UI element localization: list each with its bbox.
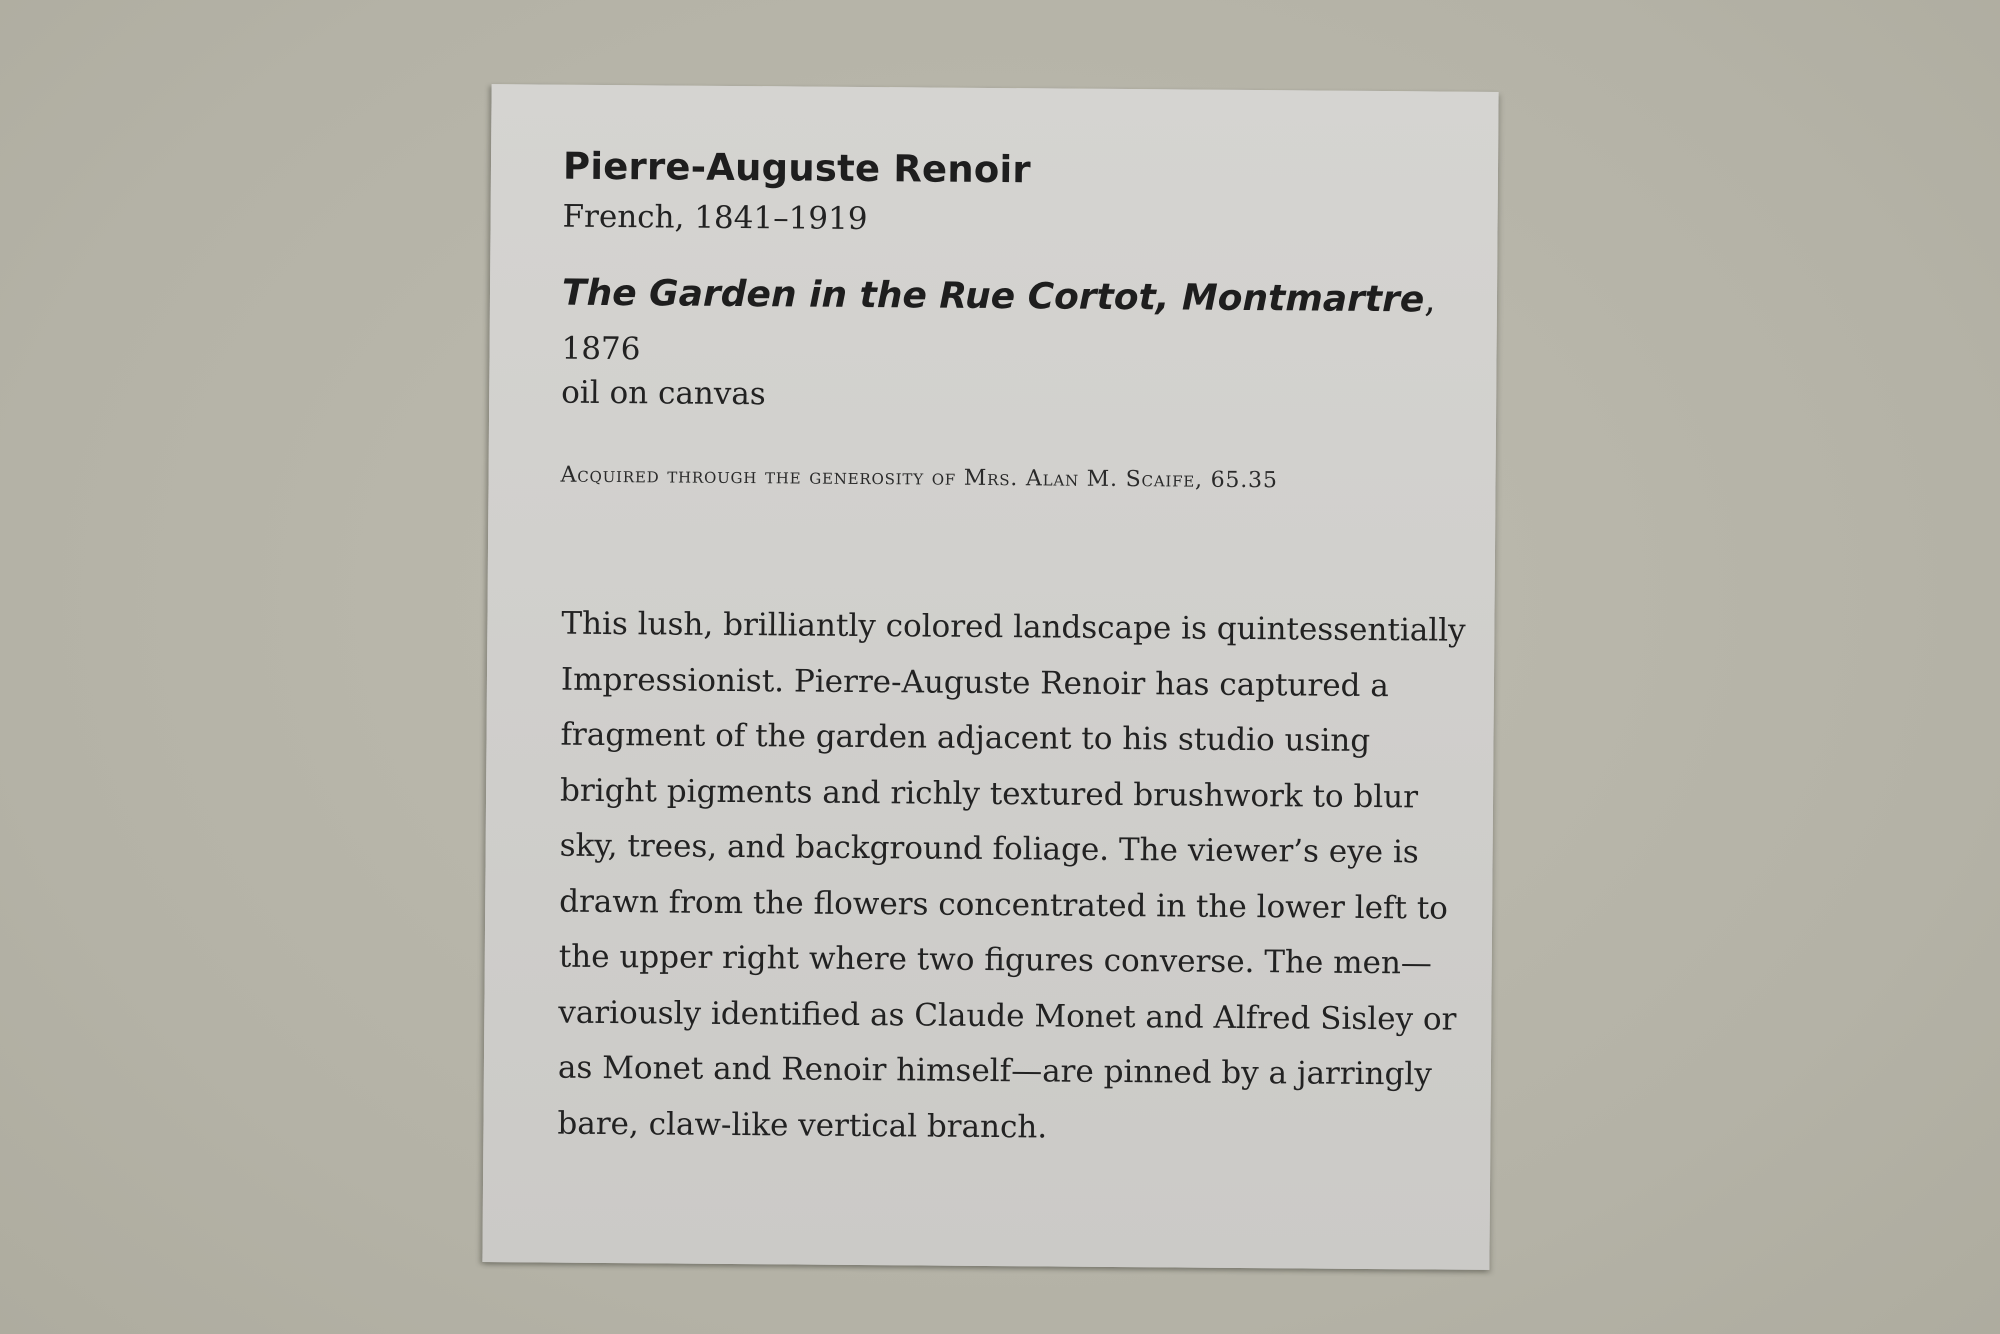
artwork-title: The Garden in the Rue Cortot, Montmartre bbox=[561, 272, 1425, 321]
artwork-title-line bbox=[562, 273, 1436, 321]
description-line: drawn from the flowers concentrated in the lower left to bbox=[559, 883, 1449, 927]
artwork-date: 1876 bbox=[561, 330, 641, 368]
description-line: This lush, brilliantly colored landscape is quintessentially bbox=[561, 605, 1466, 649]
description-line: as Monet and Renoir himself—are pinned by a jarringly bbox=[557, 1049, 1432, 1093]
artist-name: Pierre-Auguste Renoir bbox=[562, 144, 1031, 192]
description-line: bright pigments and richly textured brushwork to blur bbox=[559, 772, 1419, 815]
description-line: Impressionist. Pierre-Auguste Renoir has captured a bbox=[560, 661, 1389, 704]
artwork-description bbox=[557, 597, 1471, 1159]
museum-wall-label bbox=[482, 84, 1498, 1270]
credit-line: Acquired through the generosity of Mrs. Alan M. Scaife, 65.35 bbox=[560, 462, 1278, 494]
artist-nationality-dates: French, 1841–1919 bbox=[562, 198, 868, 238]
description-line: fragment of the garden adjacent to his studio using bbox=[560, 716, 1371, 759]
artwork-medium: oil on canvas bbox=[561, 374, 766, 413]
description-line: the upper right where two figures converse. The men— bbox=[558, 938, 1433, 982]
description-line: sky, trees, and background foliage. The viewer’s eye is bbox=[559, 827, 1419, 871]
artwork-title-comma: , bbox=[1424, 279, 1436, 321]
description-line: variously identified as Claude Monet and Alfred Sisley or bbox=[558, 994, 1457, 1038]
description-line: bare, claw-like vertical branch. bbox=[557, 1105, 1048, 1145]
